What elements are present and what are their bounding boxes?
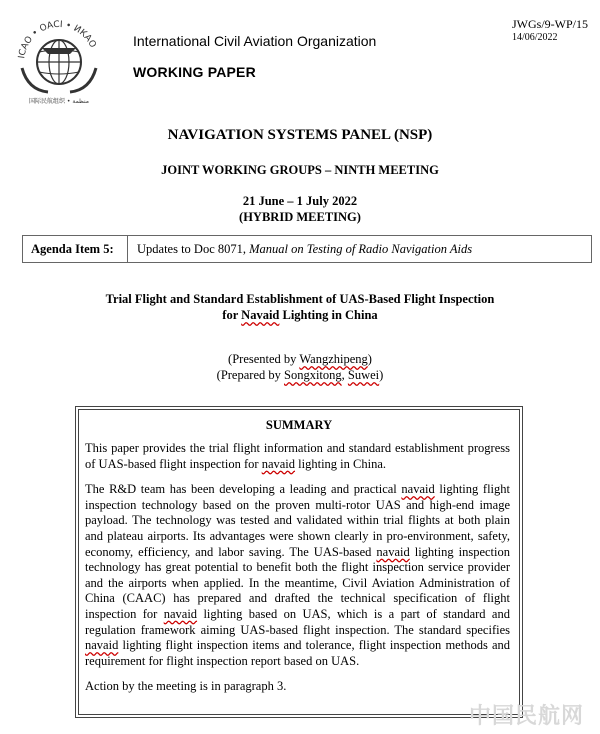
logo-lettering: ICAO • OACI • ИКАО [17,19,98,60]
icao-logo [8,8,110,110]
p1-navaid: navaid [261,456,296,471]
presented-post: ) [367,352,372,366]
prepared-post: ) [379,368,384,382]
panel-title: NAVIGATION SYSTEMS PANEL (NSP) [167,127,433,143]
p2-text-b: lighting flight inspection technology based on the proven multi-rotor UAS and high-end image payload. The technology was tested and validated within trial flights at both plain and plateau airports. Its advantages were shown clearly in pro-environment, safety, economy, efficiency, and labor saving. The UAS-based [85,482,510,559]
summary-paragraph-1 [85,441,510,472]
summary-paragraph-2 [85,482,510,669]
presented-pre: (Presented by [228,352,300,366]
summary-paragraph-3: Action by the meeting is in paragraph 3. [85,679,287,694]
agenda-text-italic: Manual on Testing of Radio Navigation Aids [249,242,473,256]
organization-name: International Civil Aviation Organization [133,33,377,49]
preparer-name-2: Suwei [347,368,380,382]
doc-number: JWGs/9-WP/15 [512,17,588,31]
p1-text-a: This paper provides the trial flight information and standard establishment progress of UAS-based flight inspection for [85,441,510,471]
agenda-label: Agenda Item 5: [23,236,128,262]
site-watermark: 中国民航网 [468,704,584,729]
paper-title-line2 [0,307,600,323]
doc-type: WORKING PAPER [133,64,256,80]
summary-heading: SUMMARY [265,418,333,432]
title-pre: for [222,308,242,322]
paper-title-line1: Trial Flight and Standard Establishment of UAS-Based Flight Inspection [105,292,495,306]
p2-text-d: lighting based on UAS, which is a part of standard and regulation framework aiming UAS-based flight inspection. The standard specifies [85,606,510,637]
summary-box [78,409,520,715]
paper-title [0,291,600,323]
agenda-table [22,235,592,263]
title-post: Lighting in China [279,308,378,322]
preparer-name-1: Songxitong [284,368,342,382]
agenda-text-prefix: Updates to Doc 8071, [137,242,250,256]
prepared-pre: (Prepared by [216,368,284,382]
meeting-mode: (HYBRID MEETING) [239,210,361,224]
p2-navaid-1: navaid [401,482,435,497]
p2-text-c: lighting inspection technology has great potential to benefit both the flight inspection service provider and the airports when applied. In the meantime, Civil Aviation Administration of China (CAAC) has prepared and drafted the technical specification of flight inspection for [85,544,510,621]
logo-subtext: 国际民航组织 • منظمة [29,98,89,105]
dates-line: 21 June – 1 July 2022 [242,194,358,208]
document-reference [512,18,588,44]
presented-by [0,351,600,367]
p2-navaid-3: navaid [163,606,198,621]
prepared-by [0,367,600,383]
p2-navaid-2: navaid [376,544,410,559]
p1-text-b: lighting in China. [295,456,387,471]
p2-navaid-4: navaid [85,638,119,653]
title-navaid: Navaid [241,308,280,322]
presenter-name: Wangzhipeng [299,352,368,366]
authorship [0,351,600,383]
meeting-dates [0,193,600,225]
meeting-title: JOINT WORKING GROUPS – NINTH MEETING [161,163,439,177]
summary-body [85,441,510,705]
prepared-sep: , [341,368,348,382]
p2-text-e: lighting flight inspection items and tolerance, flight inspection methods and requirement for flight inspection report based on UAS. [85,638,510,668]
doc-date: 14/06/2022 [512,32,558,43]
agenda-text [137,236,472,262]
p2-text-a: The R&D team has been developing a leading and practical [85,482,402,497]
